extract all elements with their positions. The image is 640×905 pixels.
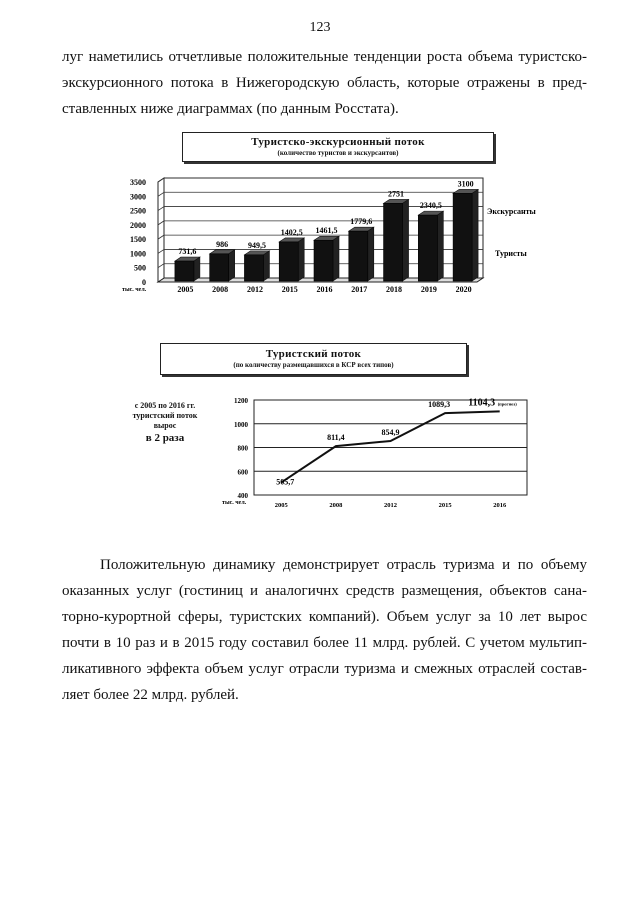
bar-chart-y-tick-label: 2500 <box>130 206 146 216</box>
paragraph-services <box>62 552 587 708</box>
bar-chart-x-tick-label: 2016 <box>316 285 333 294</box>
line-chart-y-tick-label: 1200 <box>234 397 248 405</box>
bar-data-label: 986 <box>216 239 229 249</box>
text-line: почти в 10 раз и в 2015 году составил более 11 млрд. рублей. С учетом мультип- <box>62 635 587 651</box>
bar-chart-y-tick-label: 0 <box>142 278 146 287</box>
line-data-label: 505,7 <box>276 477 295 487</box>
line-chart-x-tick-label: 2015 <box>438 502 452 509</box>
line-data-label: 1089,3 <box>428 400 451 410</box>
bar-chart-x-tick-label: 2018 <box>386 285 403 294</box>
bar-data-label: 949,5 <box>247 240 266 250</box>
line-chart-unit-label: тыс. чел. <box>222 500 247 506</box>
line-data-label: 854,9 <box>381 427 400 437</box>
legend-label-excursionists: Экскурсанты <box>487 207 536 216</box>
line-chart-y-tick-label: 1000 <box>234 420 248 429</box>
text-line: оказанных услуг (гостиниц и аналогичнх средств размещения, объектов сана- <box>62 583 587 599</box>
line-chart-x-tick-label: 2016 <box>493 502 507 509</box>
bar-chart-x-tick-label: 2012 <box>246 285 263 294</box>
bar-chart-y-tick-label: 2000 <box>130 220 146 230</box>
bar-data-label: 2340,5 <box>419 201 442 211</box>
legend-label-tourists: Туристы <box>495 249 527 258</box>
bar-chart-subtitle: (количество туристов и экскурсантов) <box>277 149 399 157</box>
growth-note-line: с 2005 по 2016 гг. <box>134 401 196 410</box>
bar-chart-x-tick-label: 2017 <box>351 285 368 294</box>
text-line: экскурсионного потока в Нижегородскую область, которые отражены в пред- <box>62 75 587 91</box>
text-line: ляет более 22 млрд. рублей. <box>62 687 239 703</box>
bar-data-label: 1402,5 <box>280 227 303 237</box>
bar-data-label: 2751 <box>388 189 405 199</box>
line-data-label: 1104,3 <box>468 397 496 409</box>
page-number: 123 <box>309 20 331 35</box>
bar-data-label: 731,6 <box>178 247 197 257</box>
text-line: Положительную динамику демонстрирует отрасль туризма и по объему <box>100 557 587 573</box>
bar-chart-y-tick-label: 500 <box>134 263 146 273</box>
bar-chart-x-tick-label: 2019 <box>420 285 437 294</box>
bar-data-label: 1461,5 <box>315 226 338 236</box>
bar-chart-x-tick-label: 2020 <box>455 285 472 294</box>
growth-note-line: в 2 раза <box>145 432 185 444</box>
bar-data-label: 1779,6 <box>350 217 373 227</box>
bar-chart-title: Туристско-экскурсионный поток <box>251 136 425 148</box>
text-line: ставленных ниже диаграммах (по данным Росстата). <box>62 101 399 117</box>
text-line: ликативного эффекта объем услуг отрасли туризма и смежных отраслей состав- <box>62 661 587 677</box>
line-data-label: 811,4 <box>327 433 345 443</box>
line-chart-y-tick-label: 600 <box>237 468 248 477</box>
line-chart-title: Туристский поток <box>265 348 362 360</box>
line-chart-y-tick-label: 400 <box>237 492 248 500</box>
line-chart-subtitle: (по количеству размещавшихся в КСР всех типов) <box>233 361 394 369</box>
line-chart-y-tick-label: 800 <box>237 444 248 453</box>
bar-data-label: 3100 <box>457 179 474 189</box>
text-line: луг наметились отчетливые положительные тенденции роста объема туристско- <box>62 49 587 65</box>
bar-chart-x-tick-label: 2005 <box>177 285 194 294</box>
bar-chart-x-tick-label: 2008 <box>212 285 229 294</box>
text-line: торно-курортной сферы, туристских компаний). Объем услуг за 10 лет вырос <box>62 609 587 625</box>
bar-chart-y-tick-label: 3500 <box>130 178 146 187</box>
forecast-note: (прогноз) <box>497 401 517 407</box>
bar-chart-y-tick-label: 1500 <box>130 235 146 245</box>
growth-note-line: вырос <box>153 421 177 430</box>
line-chart-x-tick-label: 2012 <box>384 502 397 509</box>
bar-chart-y-tick-label: 3000 <box>130 192 146 202</box>
growth-note-line: туристский поток <box>132 411 198 420</box>
bar-chart-unit-label: тыс. чел. <box>122 287 147 293</box>
bar-chart-y-tick-label: 1000 <box>130 249 146 259</box>
line-chart-x-tick-label: 2005 <box>274 502 288 509</box>
bar-chart-x-tick-label: 2015 <box>281 285 298 294</box>
line-chart-x-tick-label: 2008 <box>329 502 343 509</box>
